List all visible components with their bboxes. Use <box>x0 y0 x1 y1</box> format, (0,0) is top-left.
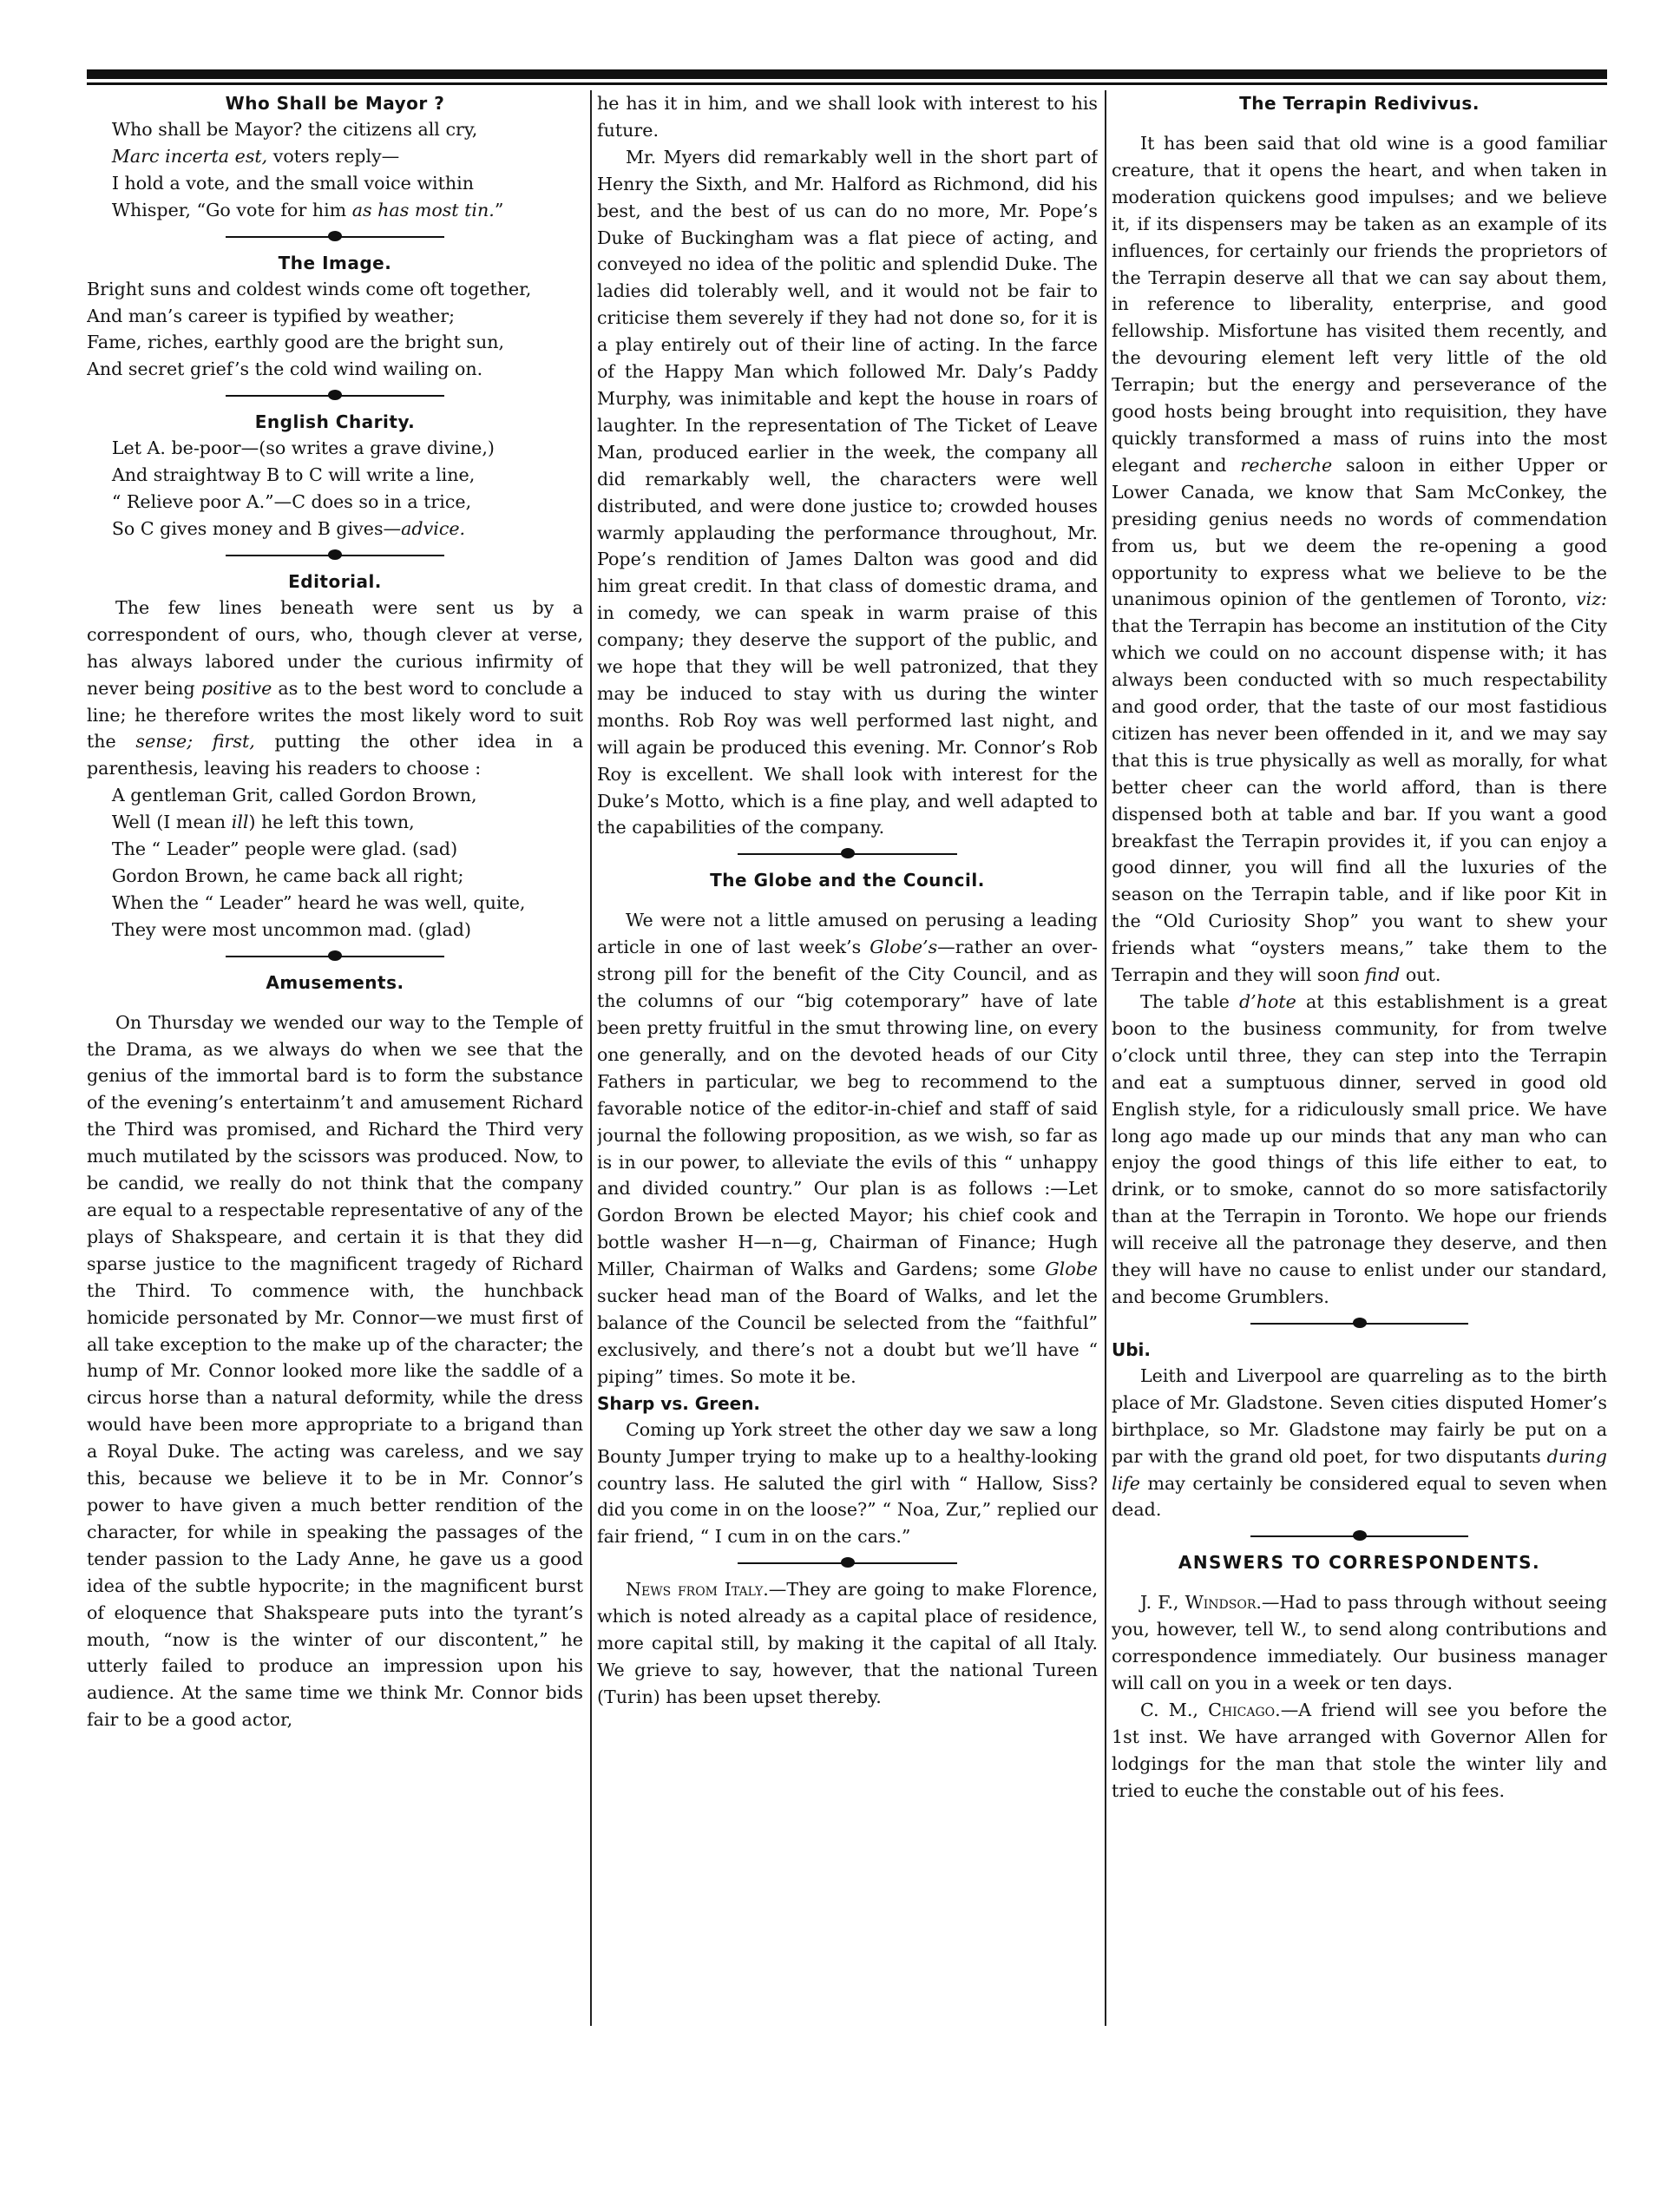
editorial-paragraph: The few lines beneath were sent us by a correspondent of ours, who, though clever at verse, has always labored under the curious infirmity of never being positive as to the best word to conclude a line; he therefore writes the most likely word to suit the sense; first, putting the other idea in a parenthesis, leaving his readers to choose : <box>87 596 583 779</box>
verse-line: And straightway B to C will write a line, <box>111 464 476 486</box>
verse-line: Let A. be-poor—(so writes a grave divine,) <box>111 437 495 459</box>
section-ornament <box>87 943 583 970</box>
verse-line: Whisper, “Go vote for him as has most tin.” <box>111 199 504 220</box>
column-3 <box>1112 90 1607 2173</box>
verse-line: Gordon Brown, he came back all right; <box>111 865 464 886</box>
verse-line: The “ Leader” people were glad. (sad) <box>111 838 458 860</box>
amusements-continued: he has it in him, and we shall look with interest to his future. <box>597 93 1098 141</box>
column-1 <box>87 90 583 2173</box>
verse-line: “ Relieve poor A.”—C does so in a trice, <box>111 491 472 513</box>
verse-line: Bright suns and coldest winds come oft together, <box>87 278 532 299</box>
editorial-heading: Editorial. <box>288 570 382 592</box>
answer-paragraph: J. F., Windsor.—Had to pass through without seeing you, however, tell W., to send along contributions and correspondence immediately. Our business manager will call on you in a week or ten days. <box>1112 1592 1607 1694</box>
ubi-paragraph: Leith and Liverpool are quarreling as to the birth place of Mr. Gladstone. Seven cities disputed Homer’s birthplace, so Mr. Gladstone may fairly be put on a par with the grand old poet, for two disputants during life may certainly be considered equal to seven when dead. <box>1112 1364 1607 1521</box>
verse-line: And man’s career is typified by weather; <box>87 305 456 326</box>
charity-heading: English Charity. <box>254 411 416 433</box>
verse-line: Fame, riches, earthly good are the bright sun, <box>87 332 505 353</box>
section-ornament <box>597 1550 1098 1576</box>
verse-line: I hold a vote, and the small voice within <box>111 172 475 194</box>
section-ornament <box>1112 1523 1607 1549</box>
amusements-paragraph-2: Mr. Myers did remarkably well in the short part of Henry the Sixth, and Mr. Halford as Richmond, did his best, and the best of us can do no more, Mr. Pope’s Duke of Buckingham was a flat piece of acting, and conveyed no idea of the politic and splendid Duke. The ladies did tolerably well, and it would not be fair to criticise them severely if they had not done so, for it is a play entirely out of their line of acting. In the farce of the Happy Man which followed Mr. Daly’s Paddy Murphy, was inimitable and kept the house in roars of laughter. In the representation of The Ticket of Leave Man, produced earlier in the week, the company all did remarkably well, the characters were well distributed, and were done justice to; crowded houses warmly applauding the performance throughout, Mr. Pope’s rendition of James Dalton was good and did him great credit. In that class of domestic drama, and in comedy, we can speak in warm praise of this company; they deserve the support of the public, and we hope that they will be well patronized, that they may be induced to stay with us during the winter months. Rob Roy was well performed last night, and will again be produced this evening. Mr. Connor’s Rob Roy is excellent. We shall look with interest for the Duke’s Motto, which is a fine play, and well adapted to the capabilities of the company. <box>597 146 1098 838</box>
image-heading: The Image. <box>278 252 392 273</box>
mayor-heading: Who Shall be Mayor ? <box>225 93 445 114</box>
sharp-paragraph: Coming up York street the other day we saw a long Bounty Jumper trying to make up to a healthy-looking country lass. He saluted the girl with “ Hallow, Siss? did you come in on the loose?” “ Noa, Zur,” replied our fair friend, “ I cum in on the cars.” <box>597 1418 1098 1548</box>
section-ornament <box>87 383 583 409</box>
verse-line: Well (I mean ill) he left this town, <box>111 812 415 833</box>
verse-line: A gentleman Grit, called Gordon Brown, <box>111 785 477 806</box>
column-2 <box>597 90 1098 2173</box>
verse-line: So C gives money and B gives—advice. <box>111 517 466 539</box>
italy-paragraph: News from Italy.—They are going to make Florence, which is noted already as a capital place of residence, more capital still, by making it the capital of all Italy. We grieve to say, however, that the national Tureen (Turin) has been upset thereby. <box>597 1579 1098 1707</box>
verse-line: Who shall be Mayor? the citizens all cry, <box>111 119 478 140</box>
verse-line: They were most uncommon mad. (glad) <box>111 918 472 940</box>
section-ornament <box>87 542 583 569</box>
top-rule-thin <box>87 82 1607 85</box>
globe-heading: The Globe and the Council. <box>710 870 985 891</box>
verse-line: When the “ Leader” heard he was well, quite, <box>111 891 526 913</box>
amusements-paragraph: On Thursday we wended our way to the Temple of the Drama, as we always do when we see that the genius of the immortal bard is to form the substance of the evening’s entertainm’t and amusement Richard the Third was promised, and Richard the Third very much mutilated by the scissors was produced. Now, to be candid, we really do not think that the company are equal to a respectable representative of any of the plays of Shakspeare, and certain it is that they did sparse justice to the magnificent tragedy of Richard the Third. To commence with, the hunchback homicide personated by Mr. Connor—we must first of all take exception to the make up of the character; the hump of Mr. Connor looked more like the saddle of a circus horse than a natural deformity, while the dress would have been more appropriate to a brigand than a Royal Duke. The acting was careless, and we say this, because we believe it to be in Mr. Connor’s power to have given a much better rendition of the character, for while in speaking the passages of the tender passion to the Lady Anne, he gave us a good idea of the subtle hypocrite; in the magnificent burst of eloquence that Shakspeare puts into the tyrant’s mouth, “now is the winter of our discontent,” he utterly failed to produce an impression upon his audience. At the same time we think Mr. Connor bids fair to be a good actor, <box>87 1011 583 1731</box>
terrapin-heading: The Terrapin Redivivus. <box>1239 93 1480 114</box>
section-ornament <box>597 841 1098 867</box>
column-rule-2 <box>1105 90 1106 2026</box>
terrapin-paragraph-2: The table d’hote at this establishment is a great boon to the business community, for from twelve o’clock until three, they can step into the Terrapin and eat a sumptuous dinner, served in good old English style, for a ridiculously small price. We have long ago made up our minds that any man who can enjoy the good things of this life either to eat, to drink, or to smoke, cannot do so more satisfactorily than at the Terrapin in Toronto. We hope our friends will receive all the patronage they deserve, and then they will have no cause to enlist under our standard, and become Grumblers. <box>1112 991 1607 1307</box>
verse-line: Marc incerta est, voters reply— <box>111 145 400 167</box>
section-ornament <box>87 224 583 250</box>
amusements-heading: Amusements. <box>266 971 404 993</box>
sharp-heading: Sharp vs. Green. <box>597 1392 761 1414</box>
terrapin-paragraph: It has been said that old wine is a good familiar creature, that it opens the heart, and when taken in moderation quickens good impulses; and we believe it, if its dispensers may be taken as an example of its influences, for certainly our friends the proprietors of the Terrapin deserve all that we can say about them, in reference to liberality, enterprise, and good fellowship. Misfortune has visited them recently, and the devouring element left very little of the old Terrapin; but the energy and perseverance of the good hosts being brought into requisition, they have quickly transformed a mass of ruins into the most elegant and recherche saloon in either Upper or Lower Canada, we know that Sam McConkey, the presiding genius needs no words of commendation from us, but we deem the re-opening a good opportunity to express what we believe to be the unanimous opinion of the gentlemen of Toronto, viz: that the Terrapin has become an institution of the City which we could on no account dispense with; it has always been conducted with so much respectability and good order, that the taste of our most fastidious citizen has never been offended in it, and we may say that this is true physically as well as morally, for what better cheer can the world afford, than is there dispensed both at table and bar. If you want a good breakfast the Terrapin provides it, if you can enjoy a good dinner, you will find all the luxuries of the season on the Terrapin table, and if like poor Kit in the “Old Curiosity Shop” you want to shew your friends what “oysters means,” take them to the Terrapin and they will soon find out. <box>1112 133 1607 986</box>
top-rule <box>87 69 1607 79</box>
answer-paragraph: C. M., Chicago.—A friend will see you before the 1st inst. We have arranged with Governor Allen for lodgings for the man that stole the winter lily and tried to euche the constable out of his fees. <box>1112 1699 1607 1801</box>
answers-heading: ANSWERS TO CORRESPONDENTS. <box>1178 1552 1541 1574</box>
column-rule-1 <box>590 90 592 2026</box>
verse-line: And secret grief’s the cold wind wailing on. <box>87 358 483 380</box>
section-ornament <box>1112 1311 1607 1337</box>
globe-paragraph: We were not a little amused on perusing a leading article in one of last week’s Globe’s—rather an over-strong pill for the benefit of the City Council, and as the columns of our “big cotemporary” have of late been pretty fruitful in the smut throwing line, on every one generally, and on the devoted heads of our City Fathers in particular, we beg to recommend to the favorable notice of the editor-in-chief and staff of said journal the following proposition, as we wish, so far as is in our power, to alleviate the evils of this “ unhappy and divided country.” Our plan is as follows :—Let Gordon Brown be elected Mayor; his chief cook and bottle washer H—n—g, Chairman of Finance; Hugh Miller, Chairman of Walks and Gardens; some Globe sucker head man of the Board of Walks, and let the balance of the Council be selected from the “faithful” exclusively, and there’s not a doubt but we’ll have “ piping” times. So mote it be. <box>597 910 1098 1387</box>
ubi-heading: Ubi. <box>1112 1338 1152 1360</box>
